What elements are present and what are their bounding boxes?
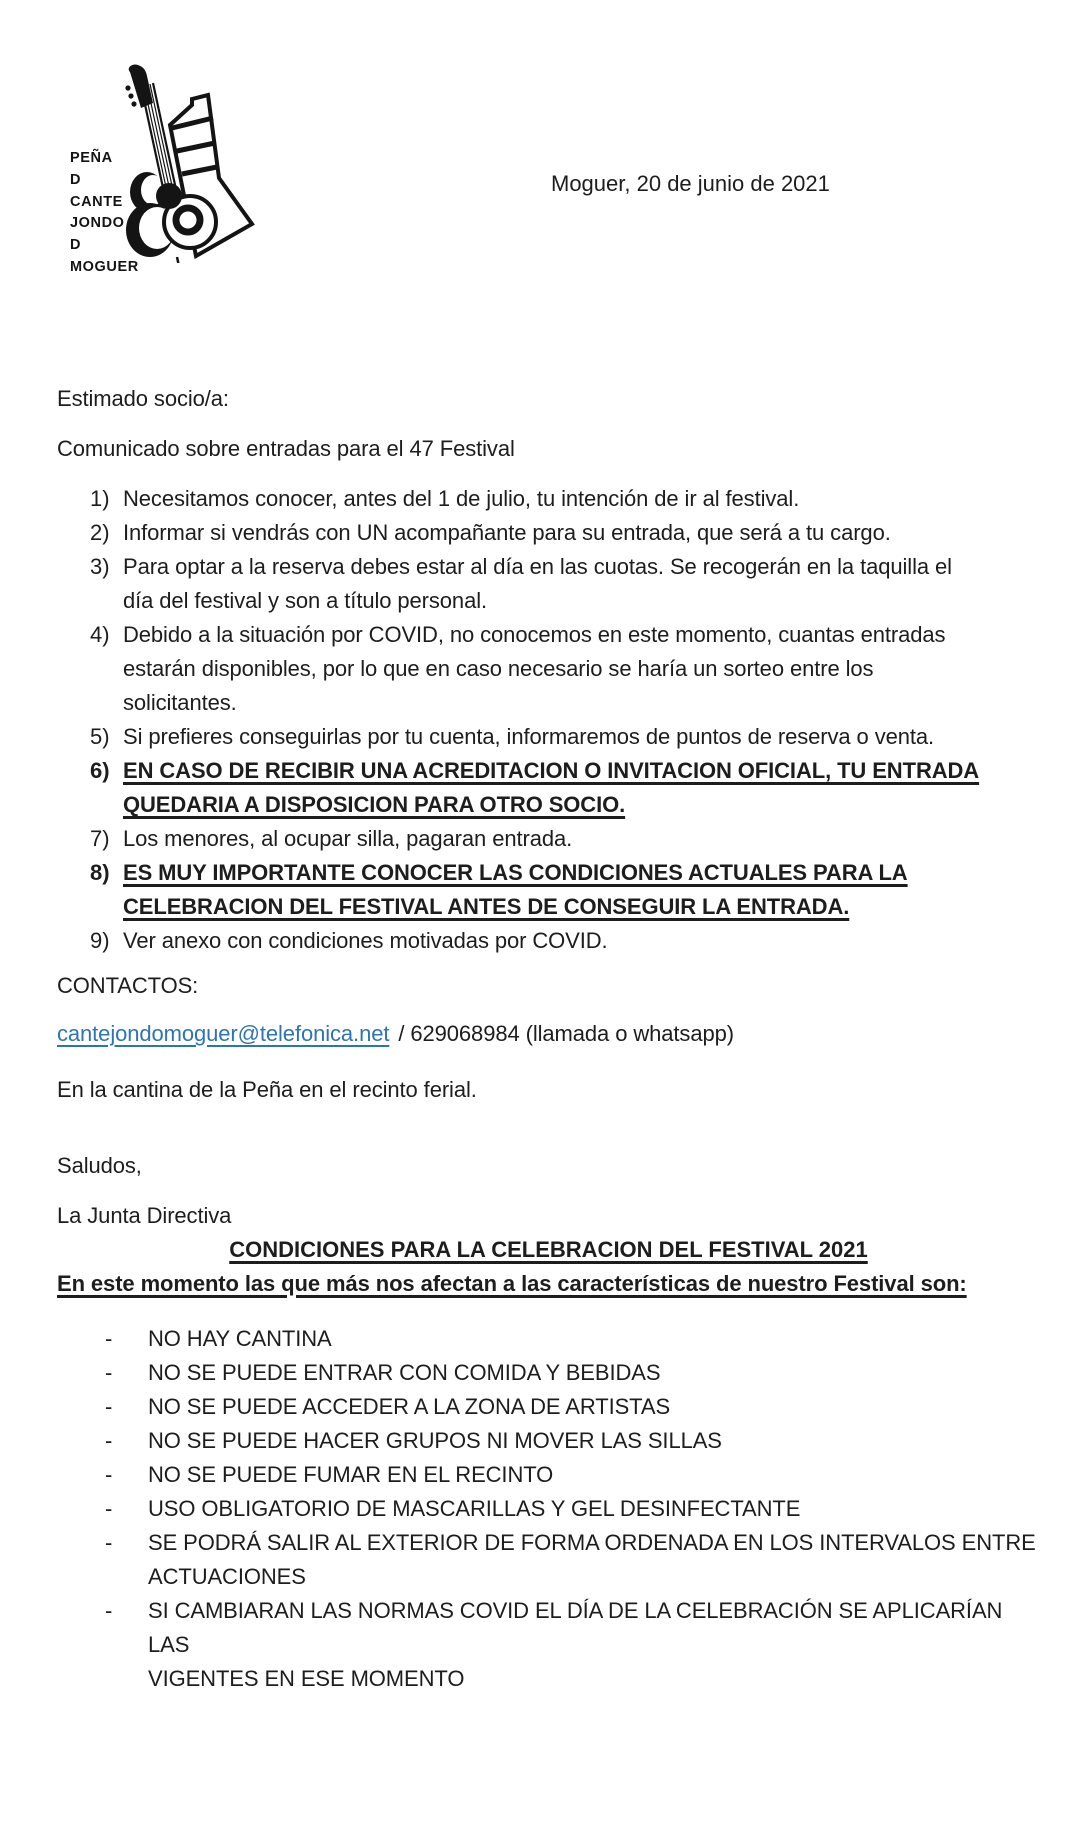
condition-item — [105, 1594, 1040, 1696]
condition-text: NO SE PUEDE ENTRAR CON COMIDA Y BEBIDAS — [148, 1360, 661, 1385]
item-text: Ver anexo con condiciones motivadas por COVID. — [123, 928, 608, 953]
phone-text: / 629068984 (llamada o whatsapp) — [398, 1021, 734, 1046]
dash-marker: - — [105, 1326, 113, 1351]
condition-text: SE PODRÁ SALIR AL EXTERIOR DE FORMA ORDENADA EN LOS INTERVALOS ENTRE — [148, 1530, 1036, 1555]
list-item-emphasized — [90, 754, 1040, 822]
condition-text: ACTUACIONES — [148, 1564, 306, 1589]
list-item — [90, 822, 1040, 856]
contact-line — [57, 1017, 1040, 1051]
dash-marker: - — [105, 1360, 113, 1385]
list-item — [90, 720, 1040, 754]
condition-text: NO SE PUEDE ACCEDER A LA ZONA DE ARTISTAS — [148, 1394, 671, 1419]
item-number: 1) — [90, 486, 110, 511]
logo-line: D — [70, 171, 82, 188]
item-number: 3) — [90, 554, 110, 579]
item-text: Si prefieres conseguirlas por tu cuenta, informaremos de puntos de reserva o venta. — [123, 724, 935, 749]
letter-body — [0, 382, 1080, 1696]
conditions-title: CONDICIONES PARA LA CELEBRACION DEL FESTIVAL 2021 — [229, 1237, 868, 1262]
condition-item — [105, 1390, 1040, 1424]
item-number: 8) — [90, 860, 110, 885]
email-link[interactable]: cantejondomoguer@telefonica.net — [57, 1021, 390, 1046]
guitar-logo-icon — [120, 58, 270, 263]
item-number: 7) — [90, 826, 110, 851]
item-number: 4) — [90, 622, 110, 647]
item-text: Informar si vendrás con UN acompañante para su entrada, que será a tu cargo. — [123, 520, 891, 545]
item-text: ES MUY IMPORTANTE CONOCER LAS CONDICIONES ACTUALES PARA LA — [123, 860, 908, 885]
condition-text: NO SE PUEDE HACER GRUPOS NI MOVER LAS SILLAS — [148, 1428, 722, 1453]
list-item — [90, 618, 1040, 720]
dash-marker: - — [105, 1428, 113, 1453]
condition-item — [105, 1356, 1040, 1390]
item-number: 6) — [90, 758, 110, 783]
condition-text: SI CAMBIARAN LAS NORMAS COVID EL DÍA DE LA CELEBRACIÓN SE APLICARÍAN LAS — [148, 1598, 1003, 1657]
dash-marker: - — [105, 1530, 113, 1555]
contacts-label: CONTACTOS: — [57, 973, 199, 998]
list-item — [90, 924, 1040, 958]
item-text: Los menores, al ocupar silla, pagaran entrada. — [123, 826, 573, 851]
condition-text: VIGENTES EN ESE MOMENTO — [148, 1666, 465, 1691]
item-number: 5) — [90, 724, 110, 749]
item-text: EN CASO DE RECIBIR UNA ACREDITACION O INVITACION OFICIAL, TU ENTRADA — [123, 758, 980, 783]
farewell-line: Saludos, — [57, 1153, 142, 1178]
dash-marker: - — [105, 1462, 113, 1487]
logo-line: D — [70, 237, 82, 254]
item-text: solicitantes. — [123, 690, 237, 715]
conditions-intro: En este momento las que más nos afectan a las características de nuestro Festival son: — [57, 1271, 967, 1296]
list-item — [90, 516, 1040, 550]
item-text: día del festival y son a título personal. — [123, 588, 488, 613]
condition-text: NO SE PUEDE FUMAR EN EL RECINTO — [148, 1462, 554, 1487]
cantina-line: En la cantina de la Peña en el recinto ferial. — [57, 1077, 477, 1102]
logo-line: CANTE — [70, 193, 123, 210]
conditions-list — [57, 1322, 1040, 1696]
item-text: Necesitamos conocer, antes del 1 de julio, tu intención de ir al festival. — [123, 486, 800, 511]
item-text: Para optar a la reserva debes estar al día en las cuotas. Se recogerán en la taquilla el — [123, 554, 952, 579]
condition-item — [105, 1424, 1040, 1458]
item-number: 9) — [90, 928, 110, 953]
condition-item — [105, 1526, 1040, 1594]
dash-marker: - — [105, 1496, 113, 1521]
greeting-line: Estimado socio/a: — [57, 386, 229, 411]
list-item-emphasized — [90, 856, 1040, 924]
dash-marker: - — [105, 1598, 113, 1623]
intro-line: Comunicado sobre entradas para el 47 Festival — [57, 436, 515, 461]
item-text: CELEBRACION DEL FESTIVAL ANTES DE CONSEGUIR LA ENTRADA. — [123, 894, 850, 919]
condition-item — [105, 1458, 1040, 1492]
condition-text: USO OBLIGATORIO DE MASCARILLAS Y GEL DESINFECTANTE — [148, 1496, 801, 1521]
logo-line: PEÑA — [70, 150, 113, 166]
item-text: Debido a la situación por COVID, no conocemos en este momento, cuantas entradas — [123, 622, 946, 647]
logo-line: JONDO — [70, 215, 125, 232]
condition-text: NO HAY CANTINA — [148, 1326, 332, 1351]
numbered-list — [57, 482, 1040, 958]
condition-item — [105, 1322, 1040, 1356]
list-item — [90, 550, 1040, 618]
item-number: 2) — [90, 520, 110, 545]
date-line: Moguer, 20 de junio de 2021 — [551, 171, 830, 196]
dash-marker: - — [105, 1394, 113, 1419]
item-text: estarán disponibles, por lo que en caso necesario se haría un sorteo entre los — [123, 656, 874, 681]
signature-line: La Junta Directiva — [57, 1203, 232, 1228]
list-item — [90, 482, 1040, 516]
item-text: QUEDARIA A DISPOSICION PARA OTRO SOCIO. — [123, 792, 626, 817]
condition-item — [105, 1492, 1040, 1526]
logo-line: MOGUER — [70, 258, 139, 275]
